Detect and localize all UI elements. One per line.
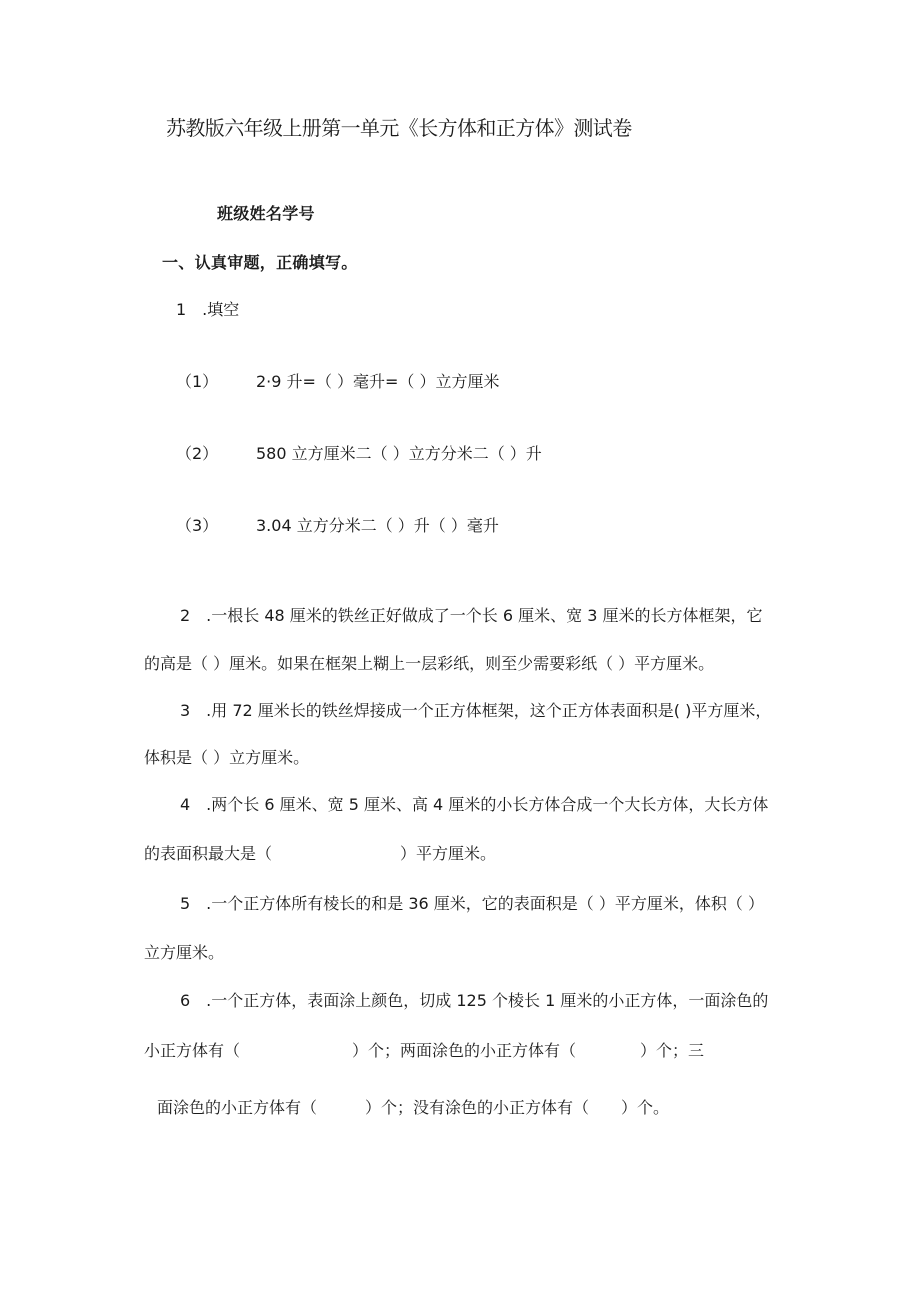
item-text: 3.04 立方分米二（ ）升（ ）毫升: [256, 516, 499, 535]
student-info-line: 班级姓名学号: [217, 204, 315, 223]
section-heading: 一、认真审题，正确填写。: [162, 253, 358, 272]
question-6-line-3: 面涂色的小正方体有（ ）个；没有涂色的小正方体有（ ）个。: [157, 1098, 670, 1117]
item-text: 2·9 升=（ ）毫升=（ ）立方厘米: [256, 372, 500, 391]
page-title: 苏教版六年级上册第一单元《长方体和正方体》测试卷: [166, 116, 632, 140]
question-6-line-2: 小正方体有（ ）个；两面涂色的小正方体有（ ）个；三: [144, 1041, 705, 1060]
question-2-line-1: 2 .一根长 48 厘米的铁丝正好做成了一个长 6 厘米、宽 3 厘米的长方体框架，它: [180, 606, 763, 625]
question-5-line-1: 5 .一个正方体所有棱长的和是 36 厘米，它的表面积是（ ）平方厘米，体积（ ）: [180, 894, 764, 913]
question-5-line-2: 立方厘米。: [144, 943, 225, 962]
question-4-line-1: 4 .两个长 6 厘米、宽 5 厘米、高 4 厘米的小长方体合成一个大长方体，大长方体: [180, 795, 769, 814]
question-2-line-2: 的高是（ ）厘米。如果在框架上糊上一层彩纸，则至少需要彩纸（ ）平方厘米。: [144, 654, 715, 673]
item-number: （1）: [176, 372, 219, 391]
question-6-line-1: 6 .一个正方体，表面涂上颜色，切成 125 个棱长 1 厘米的小正方体，一面涂色的: [180, 991, 769, 1010]
question-3-line-1: 3 .用 72 厘米长的铁丝焊接成一个正方体框架，这个正方体表面积是( )平方厘米，: [180, 701, 772, 720]
item-text: 580 立方厘米二（ ）立方分米二（ ）升: [256, 444, 542, 463]
question-1-label: 1 .填空: [176, 300, 240, 319]
item-number: （2）: [176, 444, 219, 463]
question-4-line-2: 的表面积最大是（ ）平方厘米。: [144, 844, 497, 863]
item-number: （3）: [176, 516, 219, 535]
question-3-line-2: 体积是（ ）立方厘米。: [144, 748, 310, 767]
